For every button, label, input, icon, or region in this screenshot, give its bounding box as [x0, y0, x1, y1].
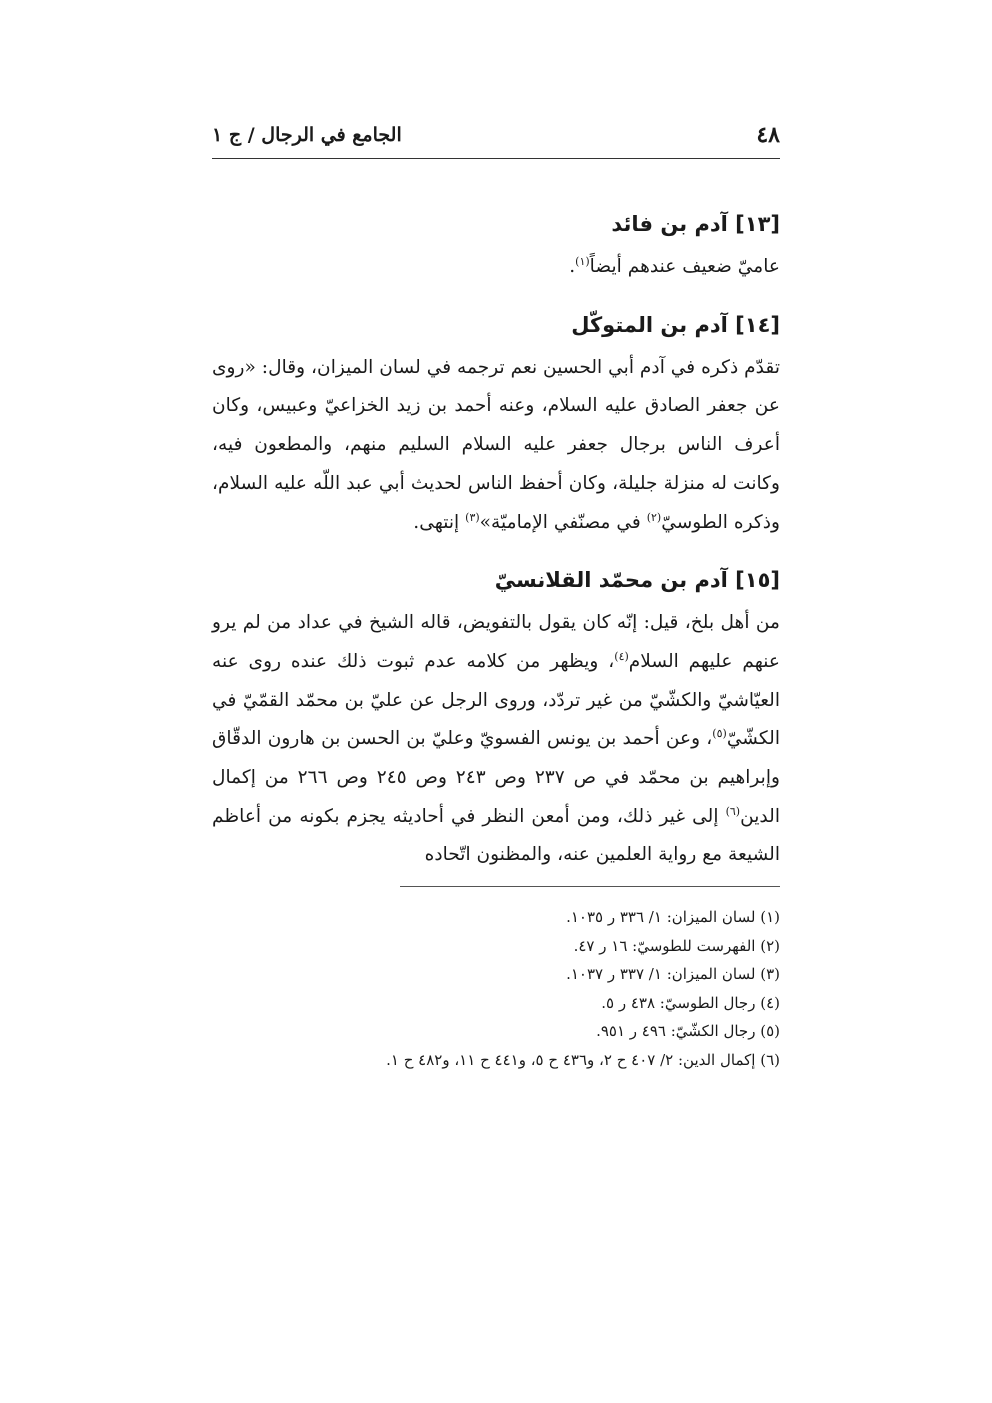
main-text — [212, 200, 780, 875]
page-header — [212, 118, 780, 159]
footnote-ref-3: (٣) — [465, 510, 480, 524]
footnote-3: (٣) لسان الميزان: ١/ ٣٣٧ ر ١٠٣٧. — [566, 965, 780, 984]
footnote-ref-1: (١) — [575, 254, 590, 268]
footnote-ref-2: (٢) — [646, 510, 662, 524]
footnote-5: (٥) رجال الكشّيّ: ٤٩٦ ر ٩٥١. — [596, 1022, 780, 1041]
footnote-2: (٢) الفهرست للطوسيّ: ١٦ ر ٤٧. — [573, 936, 780, 955]
page-number: ٤٨ — [756, 122, 780, 148]
footnote-4: (٤) رجال الطوسيّ: ٤٣٨ ر ٥. — [601, 993, 780, 1012]
footnote-ref-5: (٥) — [712, 727, 727, 741]
footnote-ref-4: (٤) — [614, 649, 629, 663]
footnotes — [212, 903, 780, 1075]
running-title: الجامع في الرجال / ج ١ — [212, 124, 402, 146]
entry-title-15: [١٥] آدم بن محمّد القلانسيّ — [494, 568, 780, 593]
entry-title-13: [١٣] آدم بن فائد — [611, 212, 780, 236]
entry-text-15: من أهل بلخ، قيل: إنّه كان يقول بالتفويض، قاله الشيخ في عداد من لم يرو عنهم عليهم السلام$^{(٤)}$، ويظهر من كلامه عدم ثبوت ذلك عنده روى عنه العيّاشيّ والكشّيّ من غير تردّد، وروى الرجل عن عليّ بن محمّد القمّيّ في الكشّيّ$^{(٥)}$، وعن أحمد بن يونس الفسويّ وعليّ بن الحسن بن هارون الدقّاق وإبراهيم بن محمّد في ص ٢٣٧ وص ٢٤٣ وص ٢٤٥ وص ٢٦٦ من إكمال الدين$^{(٦)}$ إلى غير ذلك، ومن أمعن النظر في أحاديثه يجزم بكونه من أعاظم الشيعة مع رواية العلمين عنه، والمظنون اتّحاده — [212, 612, 781, 866]
footnote-6: (٦) إكمال الدين: ٢/ ٤٠٧ ح ٢، و٤٣٦ ح ٥، و٤٤١ ح ١١، و٤٨٢ ح ١. — [386, 1050, 780, 1069]
entry-text-13: عاميّ ضعيف عندهم أيضاً$^{(١)}$. — [569, 254, 780, 277]
entry-title-14: [١٤] آدم بن المتوكّل — [571, 312, 780, 337]
footnote-1: (١) لسان الميزان: ١/ ٣٣٦ ر ١٠٣٥. — [566, 908, 780, 926]
entry-text-14: تقدّم ذكره في آدم أبي الحسين نعم ترجمه في لسان الميزان، وقال: «روى عن جعفر الصادق عليه السلام، وعنه أحمد بن زيد الخزاعيّ وعبيس، وكان أعرف الناس برجال جعفر عليه السلام السليم منهم، والمطعون فيه، وكانت له منزلة جليلة، وكان أحفظ الناس لحديث أبي عبد اللّه عليه السلام، وذكره الطوسيّ$^{(٢)}$ في مصنّفي الإماميّة»$^{(٣)}$ إنتهى. — [212, 356, 780, 533]
footnote-ref-6: (٦) — [725, 804, 741, 818]
footnote-divider — [400, 886, 780, 887]
